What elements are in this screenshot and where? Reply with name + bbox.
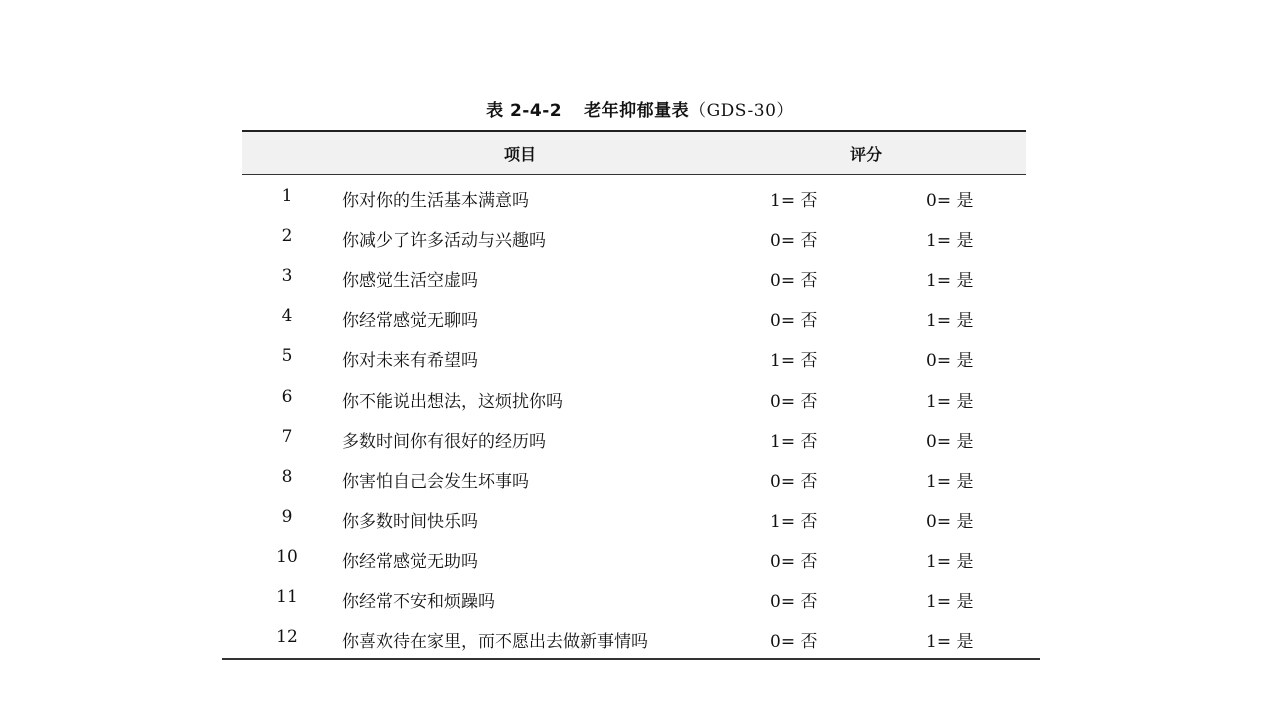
question-text: 你对你的生活基本满意吗 bbox=[342, 191, 529, 211]
table-row bbox=[222, 619, 1040, 659]
table-row bbox=[222, 178, 1040, 218]
row-number: 5 bbox=[281, 346, 293, 367]
table-row bbox=[222, 499, 1040, 539]
row-number: 3 bbox=[281, 266, 293, 287]
row-number: 9 bbox=[281, 506, 293, 527]
header-rule bbox=[242, 174, 1026, 175]
row-number: 11 bbox=[276, 587, 298, 607]
score-yes: 1= 是 bbox=[926, 592, 974, 612]
question-text: 你经常感觉无聊吗 bbox=[342, 311, 478, 332]
table-title: 老年抑郁量表 bbox=[584, 101, 690, 121]
score-yes: 1= 是 bbox=[926, 632, 974, 653]
bottom-rule bbox=[222, 658, 1040, 660]
score-no: 0= 否 bbox=[770, 632, 818, 653]
score-no: 0= 否 bbox=[770, 391, 818, 412]
score-no: 1= 否 bbox=[770, 191, 818, 211]
score-yes: 1= 是 bbox=[926, 311, 974, 332]
question-text: 你不能说出想法，这烦扰你吗 bbox=[342, 391, 563, 412]
question-text: 你喜欢待在家里，而不愿出去做新事情吗 bbox=[342, 632, 648, 653]
score-yes: 1= 是 bbox=[926, 471, 974, 492]
question-text: 你感觉生活空虚吗 bbox=[342, 271, 478, 292]
table-row bbox=[222, 579, 1040, 619]
table-row bbox=[222, 218, 1040, 258]
score-yes: 0= 是 bbox=[926, 191, 974, 211]
table-caption bbox=[0, 96, 1280, 121]
table-number: 表 2-4-2 bbox=[486, 101, 563, 121]
question-text: 你多数时间快乐吗 bbox=[342, 511, 478, 532]
score-no: 0= 否 bbox=[770, 592, 818, 612]
score-yes: 1= 是 bbox=[926, 231, 974, 252]
table-row bbox=[222, 258, 1040, 298]
header-row bbox=[242, 132, 1026, 174]
score-yes: 1= 是 bbox=[926, 551, 974, 572]
score-no: 0= 否 bbox=[770, 551, 818, 572]
table-code: （GDS-30） bbox=[689, 101, 794, 121]
question-text: 你经常不安和烦躁吗 bbox=[342, 592, 495, 612]
score-yes: 1= 是 bbox=[926, 391, 974, 412]
row-number: 7 bbox=[281, 426, 293, 447]
table-row bbox=[222, 379, 1040, 419]
question-text: 你经常感觉无助吗 bbox=[342, 551, 478, 572]
score-no: 0= 否 bbox=[770, 311, 818, 332]
score-yes: 1= 是 bbox=[926, 271, 974, 292]
score-yes: 0= 是 bbox=[926, 511, 974, 532]
row-number: 4 bbox=[281, 306, 293, 327]
score-no: 1= 否 bbox=[770, 431, 818, 452]
score-no: 0= 否 bbox=[770, 471, 818, 492]
row-number: 6 bbox=[281, 386, 293, 407]
row-number: 10 bbox=[276, 546, 298, 567]
score-yes: 0= 是 bbox=[926, 351, 974, 372]
table-row bbox=[222, 298, 1040, 338]
row-number: 2 bbox=[281, 226, 293, 247]
row-number: 12 bbox=[276, 627, 298, 648]
question-text: 你减少了许多活动与兴趣吗 bbox=[342, 231, 546, 252]
question-text: 多数时间你有很好的经历吗 bbox=[342, 431, 546, 452]
score-no: 1= 否 bbox=[770, 511, 818, 532]
question-text: 你对未来有希望吗 bbox=[342, 351, 478, 372]
score-no: 0= 否 bbox=[770, 231, 818, 252]
table-row bbox=[222, 539, 1040, 579]
header-score: 评分 bbox=[850, 145, 883, 164]
score-no: 0= 否 bbox=[770, 271, 818, 292]
question-text: 你害怕自己会发生坏事吗 bbox=[342, 471, 529, 492]
table-row bbox=[222, 459, 1040, 499]
header-item: 项目 bbox=[504, 145, 537, 164]
row-number: 1 bbox=[281, 186, 293, 206]
table-row bbox=[222, 338, 1040, 378]
score-no: 1= 否 bbox=[770, 351, 818, 372]
table-row bbox=[222, 419, 1040, 459]
row-number: 8 bbox=[281, 466, 293, 487]
score-yes: 0= 是 bbox=[926, 431, 974, 452]
